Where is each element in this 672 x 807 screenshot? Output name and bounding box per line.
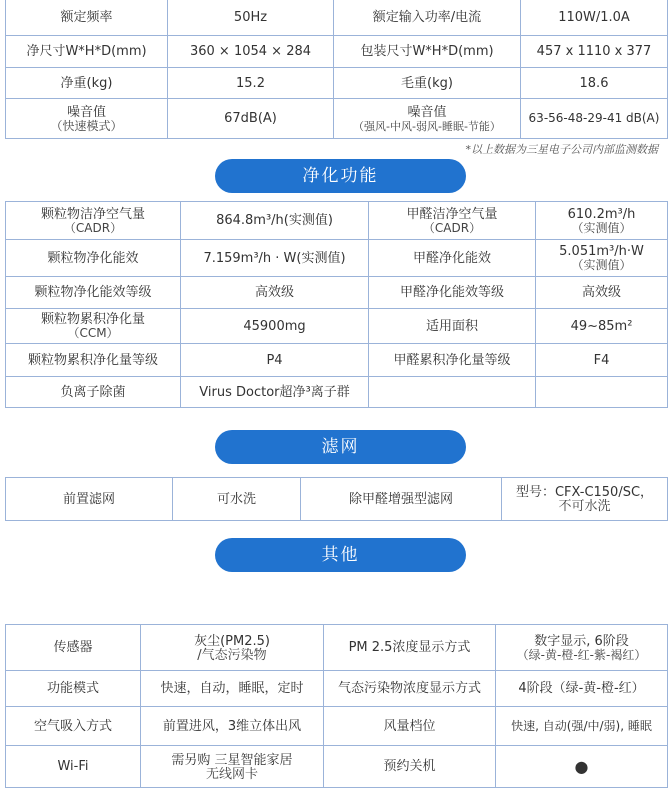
spec-label: 颗粒物净化能效等级 [6, 277, 181, 309]
spec-value [141, 746, 324, 788]
table-row [6, 68, 668, 99]
spec-label: 预约关机 [324, 746, 496, 788]
spec-value: 67dB(A) [168, 99, 334, 139]
table-row [6, 240, 668, 277]
cell-subtext: （CADR） [422, 220, 482, 235]
spec-label [369, 202, 536, 240]
cell-subtext: （实测值） [571, 220, 632, 235]
table-row [6, 671, 668, 707]
spec-label: 甲醛净化能效等级 [369, 277, 536, 309]
spec-value: 前置进风，3维立体出风 [141, 707, 324, 746]
table-row [6, 344, 668, 377]
spec-value [496, 625, 668, 671]
spec-label: 净重(kg) [6, 68, 168, 99]
table-row [6, 625, 668, 671]
cell-text: 数字显示, 6阶段 [534, 633, 629, 649]
spec-label [6, 202, 181, 240]
empty-cell [369, 377, 536, 408]
other-spec-table [5, 624, 668, 788]
spec-label: 风量档位 [324, 707, 496, 746]
cell-subtext: （实测值） [571, 258, 632, 272]
cell-subtext: /气态污染物 [197, 647, 267, 663]
cell-text: 灰尘(PM2.5) [194, 633, 270, 649]
spec-value [536, 240, 668, 277]
table-row [6, 309, 668, 344]
spec-value: 360 × 1054 × 284 [168, 36, 334, 68]
spec-label: Wi-Fi [6, 746, 141, 788]
spec-label: 额定频率 [6, 0, 168, 36]
spec-value: 15.2 [168, 68, 334, 99]
cell-text: 5.051m³/h·W [559, 244, 644, 259]
spec-value: 快速，自动，睡眠，定时 [141, 671, 324, 707]
spec-label [334, 99, 521, 139]
spec-value: 4阶段（绿-黄-橙-红） [496, 671, 668, 707]
spec-value: 7.159m³/h · W(实测值) [181, 240, 369, 277]
spec-label: 净尺寸W*H*D(mm) [6, 36, 168, 68]
spec-value: 49~85m² [536, 309, 668, 344]
spec-value: 可水洗 [173, 478, 301, 521]
spec-value: F4 [536, 344, 668, 377]
table-row [6, 0, 668, 36]
cell-text: 610.2m³/h [567, 206, 636, 222]
table-row [6, 478, 668, 521]
spec-value: 高效级 [181, 277, 369, 309]
spec-label: 颗粒物累积净化量等级 [6, 344, 181, 377]
spec-value: 18.6 [521, 68, 668, 99]
table-row [6, 746, 668, 788]
basic-spec-table [5, 0, 668, 139]
purify-spec-table [5, 201, 668, 408]
spec-label: 甲醛净化能效 [369, 240, 536, 277]
spec-label: 额定输入功率/电流 [334, 0, 521, 36]
spec-value: Virus Doctor超净³离子群 [181, 377, 369, 408]
cell-text: 颗粒物洁净空气量 [40, 206, 145, 222]
noise-label-sub: （快速模式） [50, 118, 123, 133]
table-row [6, 99, 668, 139]
spec-label: 功能模式 [6, 671, 141, 707]
spec-value: 45900mg [181, 309, 369, 344]
empty-cell [536, 377, 668, 408]
spec-value: 63-56-48-29-41 dB(A) [521, 99, 668, 139]
cell-text: 型号：CFX-C150/SC， [515, 485, 654, 500]
spec-label [6, 99, 168, 139]
spec-value: 高效级 [536, 277, 668, 309]
spec-value: 50Hz [168, 0, 334, 36]
spec-label: PM 2.5浓度显示方式 [324, 625, 496, 671]
spec-label: 颗粒物净化能效 [6, 240, 181, 277]
spec-label: 空气吸入方式 [6, 707, 141, 746]
spec-label: 适用面积 [369, 309, 536, 344]
section-header-purify: 净化功能 [215, 159, 466, 193]
cell-subtext: （CCM） [67, 326, 119, 340]
spec-value [502, 478, 668, 521]
cell-text: 甲醛洁净空气量 [406, 206, 498, 222]
cell-text: 需另购 三星智能家居 [171, 752, 293, 768]
table-row [6, 202, 668, 240]
table-row [6, 36, 668, 68]
spec-label: 甲醛累积净化量等级 [369, 344, 536, 377]
table-row [6, 707, 668, 746]
cell-subtext: 不可水洗 [558, 499, 611, 514]
spec-value: P4 [181, 344, 369, 377]
data-source-note: *以上数据为三星电子公司内部监测数据 [465, 143, 658, 156]
spec-label: 气态污染物浓度显示方式 [324, 671, 496, 707]
cell-subtext: （CADR） [63, 220, 123, 235]
section-header-filter: 滤网 [215, 430, 466, 464]
section-header-other: 其他 [215, 538, 466, 572]
spec-value: 快速, 自动(强/中/弱), 睡眠 [496, 707, 668, 746]
table-row [6, 277, 668, 309]
spec-label: 前置滤网 [6, 478, 173, 521]
spec-value: 110W/1.0A [521, 0, 668, 36]
spec-label: 传感器 [6, 625, 141, 671]
cell-subtext: （绿-黄-橙-红-紫-褐红） [516, 647, 647, 662]
spec-value [536, 202, 668, 240]
spec-value: 457 x 1110 x 377 [521, 36, 668, 68]
spec-label: 除甲醛增强型滤网 [301, 478, 502, 521]
spec-value [141, 625, 324, 671]
spec-label: 负离子除菌 [6, 377, 181, 408]
noise-label: 噪音值 [66, 104, 106, 120]
supported-dot-icon: ● [496, 746, 668, 788]
spec-value: 864.8m³/h(实测值) [181, 202, 369, 240]
cell-subtext: 无线网卡 [205, 766, 258, 782]
spec-label: 包装尺寸W*H*D(mm) [334, 36, 521, 68]
table-row [6, 377, 668, 408]
spec-label: 毛重(kg) [334, 68, 521, 99]
spec-label [6, 309, 181, 344]
noise-label-2: 噪音值 [407, 104, 447, 120]
cell-text: 颗粒物累积净化量 [40, 312, 145, 327]
noise-label-2-sub: （强风-中风-弱风-睡眠-节能） [353, 119, 501, 133]
filter-spec-table [5, 477, 668, 521]
